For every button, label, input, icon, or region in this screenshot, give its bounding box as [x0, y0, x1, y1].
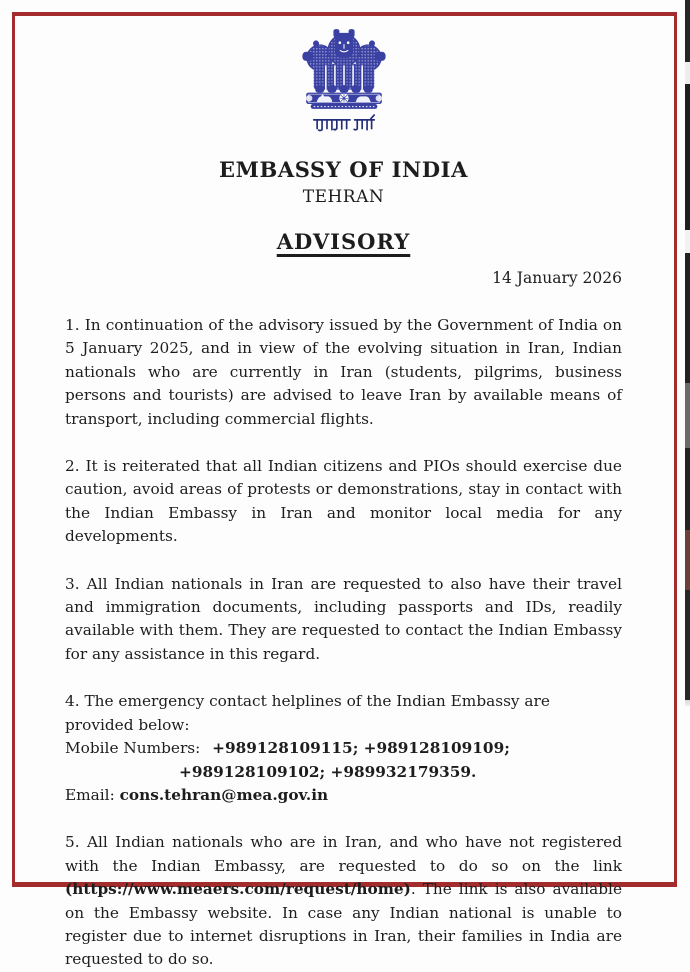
document-border-frame	[12, 12, 677, 969]
paragraph-3: 3. All Indian nationals in Iran are requested to also have their travel and immigration documents, including passports and IDs, readily available with them. They are requested to contact the Indian Embassy for any assistance in this regard.	[65, 574, 622, 663]
embassy-title: EMBASSY OF INDIA	[219, 157, 468, 182]
paragraph-5-text-after: . The link is also available on the Embassy website. In case any Indian national is unable to register due to internet disruptions in Iran, their families in India are requested to do so.	[65, 880, 622, 969]
paragraph-4	[65, 690, 622, 807]
mobile-numbers-line	[65, 737, 622, 760]
email-label: Email:	[65, 785, 115, 804]
phone-numbers-line-2-row	[179, 761, 622, 784]
email-line	[65, 784, 622, 807]
embassy-city: TEHRAN	[302, 187, 385, 207]
state-emblem-of-india-icon	[291, 20, 397, 135]
paragraph-5-text-before: 5. All Indian nationals who are in Iran, and who have not registered with the Indian Embassy, are requested to do so on the link	[65, 833, 622, 875]
email-address: cons.tehran@mea.gov.in	[119, 785, 329, 804]
emblem-block	[65, 20, 622, 139]
registration-link: (https://www.meaers.com/request/home)	[65, 880, 411, 899]
phone-numbers-line-2: +989128109102; +989932179359.	[179, 762, 477, 781]
advisory-heading: ADVISORY	[276, 229, 411, 254]
scan-edge-artifact	[685, 0, 690, 900]
paragraph-1: 1. In continuation of the advisory issued by the Government of India on 5 January 2025, and in view of the evolving situation in Iran, Indian nationals who are currently in Iran (students, pilgrims, business persons and tourists) are advised to leave Iran by available means of transport, including commercial flights.	[65, 316, 622, 428]
paragraph-5	[65, 831, 622, 971]
phone-numbers-line-1: +989128109115; +989128109109;	[212, 739, 510, 758]
paragraph-2: 2. It is reiterated that all Indian citizens and PIOs should exercise due caution, avoid areas of protests or demonstrations, stay in contact with the Indian Embassy in Iran and monitor local media for any developments.	[65, 457, 622, 546]
advisory-date: 14 January 2026	[492, 269, 622, 287]
emblem-motto	[313, 115, 374, 131]
helplines-intro: 4. The emergency contact helplines of the Indian Embassy are provided below:	[65, 692, 550, 734]
mobile-numbers-label: Mobile Numbers:	[65, 739, 201, 758]
